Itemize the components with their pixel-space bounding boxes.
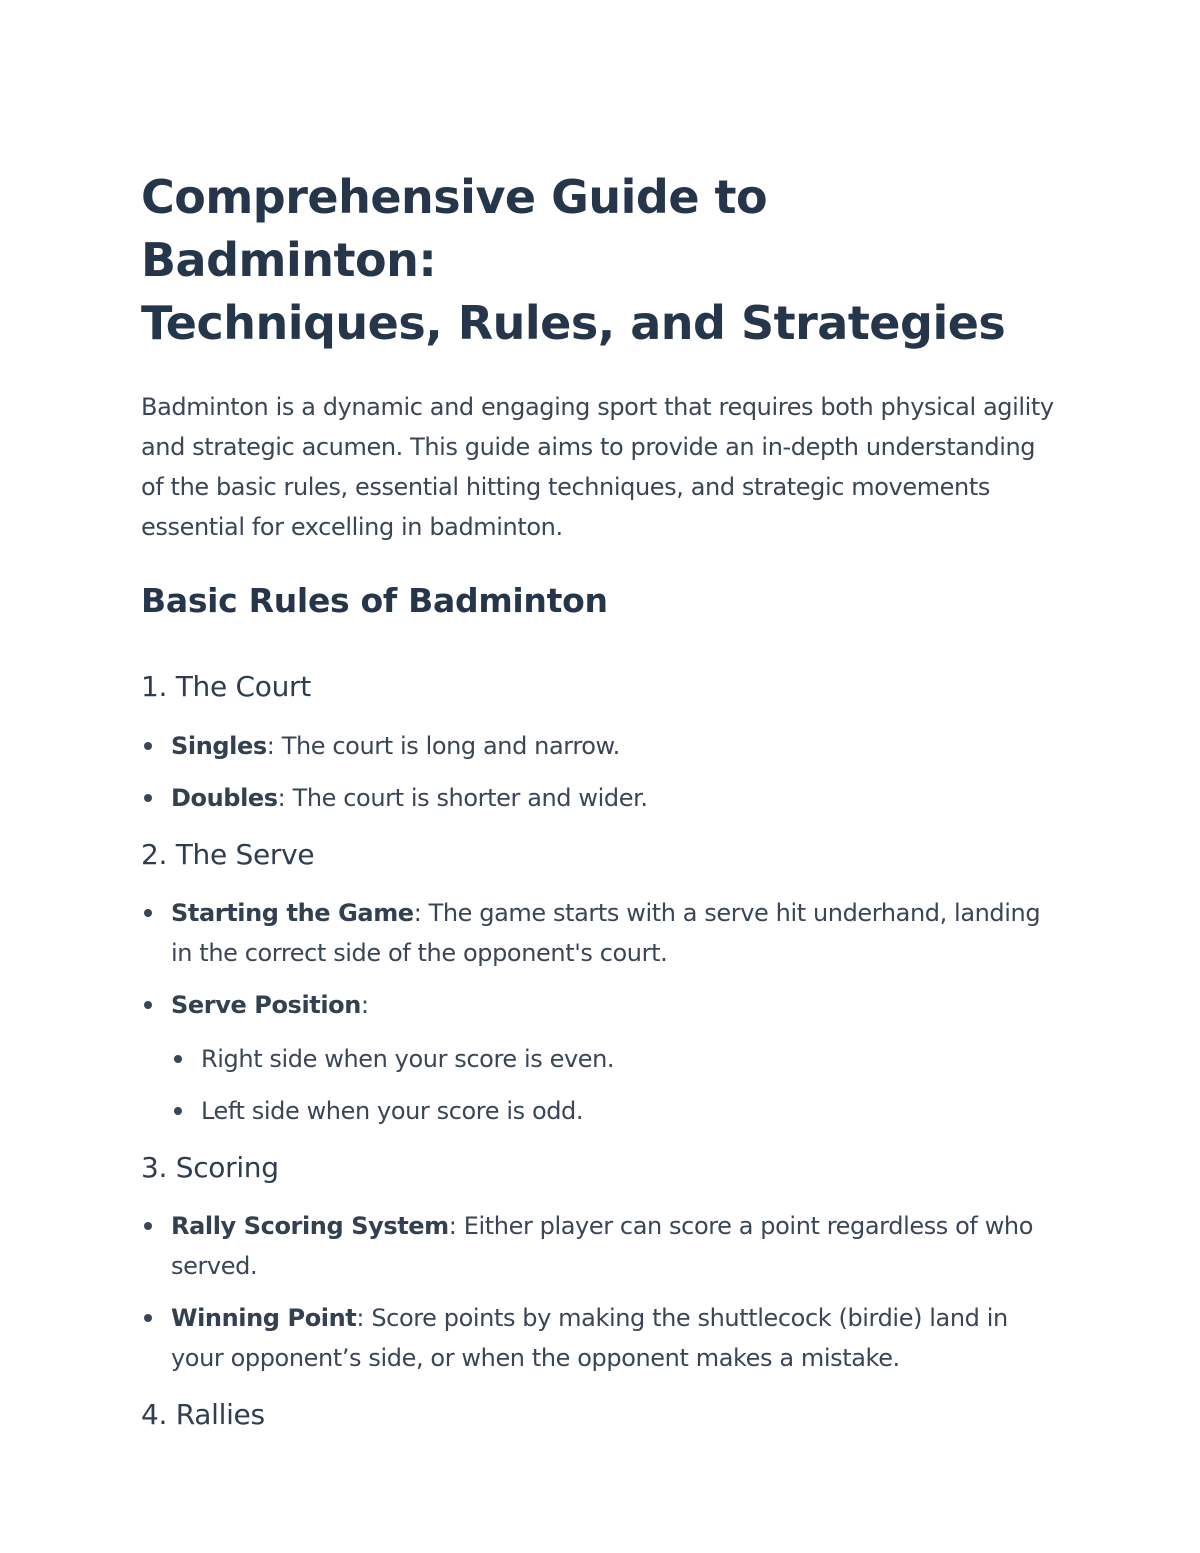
sublist-item-left-side bbox=[171, 1091, 1061, 1131]
court-heading: 1. The Court bbox=[141, 670, 311, 703]
sublist-item-right-side bbox=[171, 1039, 1061, 1079]
page-title bbox=[141, 166, 1061, 355]
intro-paragraph: Badminton is a dynamic and engaging sport that requires both physical agility and strategic acumen. This guide aims to provide an in-depth understanding of the basic rules, essential hitting techniques, and strategic movements essential for excelling in badminton. bbox=[141, 393, 1054, 541]
list-item-rally-scoring bbox=[141, 1206, 1061, 1286]
term-rally-scoring-system: Rally Scoring System bbox=[171, 1212, 449, 1240]
list-item-starting-the-game bbox=[141, 893, 1061, 973]
item-text: The game starts with a serve hit underhand, landing in the correct side of the opponent's court. bbox=[171, 899, 1041, 967]
term-doubles: Doubles bbox=[171, 784, 278, 812]
item-text: Left side when your score is odd. bbox=[201, 1097, 584, 1125]
list-item-winning-point bbox=[141, 1298, 1061, 1378]
term-starting-the-game: Starting the Game bbox=[171, 899, 414, 927]
bullet-icon bbox=[144, 909, 152, 917]
document-page bbox=[141, 166, 1061, 1437]
term-separator: : bbox=[413, 899, 429, 927]
term-winning-point: Winning Point bbox=[171, 1304, 357, 1332]
term-separator: : bbox=[448, 1212, 464, 1240]
list-item-serve-position bbox=[141, 985, 1061, 1131]
serve-heading: 2. The Serve bbox=[141, 838, 315, 871]
title-line-1: Comprehensive Guide to Badminton: bbox=[141, 170, 768, 287]
item-text: Either player can score a point regardless of who served. bbox=[171, 1212, 1034, 1280]
list-item-doubles bbox=[141, 778, 1061, 818]
serve-list bbox=[141, 893, 1061, 1131]
title-line-2: Techniques, Rules, and Strategies bbox=[141, 296, 1006, 350]
scoring-heading: 3. Scoring bbox=[141, 1151, 279, 1184]
term-singles: Singles bbox=[171, 732, 267, 760]
bullet-icon bbox=[144, 1001, 152, 1009]
bullet-icon bbox=[144, 1222, 152, 1230]
rallies-heading: 4. Rallies bbox=[141, 1398, 265, 1431]
item-text: Right side when your score is even. bbox=[201, 1045, 615, 1073]
item-text: Score points by making the shuttlecock (birdie) land in your opponent’s side, or when the opponent makes a mistake. bbox=[171, 1304, 1008, 1372]
term-separator: : bbox=[356, 1304, 372, 1332]
serve-position-sublist bbox=[171, 1039, 1061, 1131]
term-separator: : bbox=[360, 991, 369, 1019]
bullet-icon bbox=[144, 1314, 152, 1322]
bullet-icon bbox=[174, 1107, 182, 1115]
bullet-icon bbox=[174, 1055, 182, 1063]
list-item-singles bbox=[141, 726, 1061, 766]
term-separator: : bbox=[266, 732, 282, 760]
item-text: The court is shorter and wider. bbox=[292, 784, 648, 812]
term-serve-position: Serve Position bbox=[171, 991, 361, 1019]
rules-heading: Basic Rules of Badminton bbox=[141, 581, 608, 620]
bullet-icon bbox=[144, 742, 152, 750]
court-list bbox=[141, 726, 1061, 818]
item-text: The court is long and narrow. bbox=[281, 732, 620, 760]
bullet-icon bbox=[144, 794, 152, 802]
term-separator: : bbox=[277, 784, 293, 812]
scoring-list bbox=[141, 1206, 1061, 1378]
